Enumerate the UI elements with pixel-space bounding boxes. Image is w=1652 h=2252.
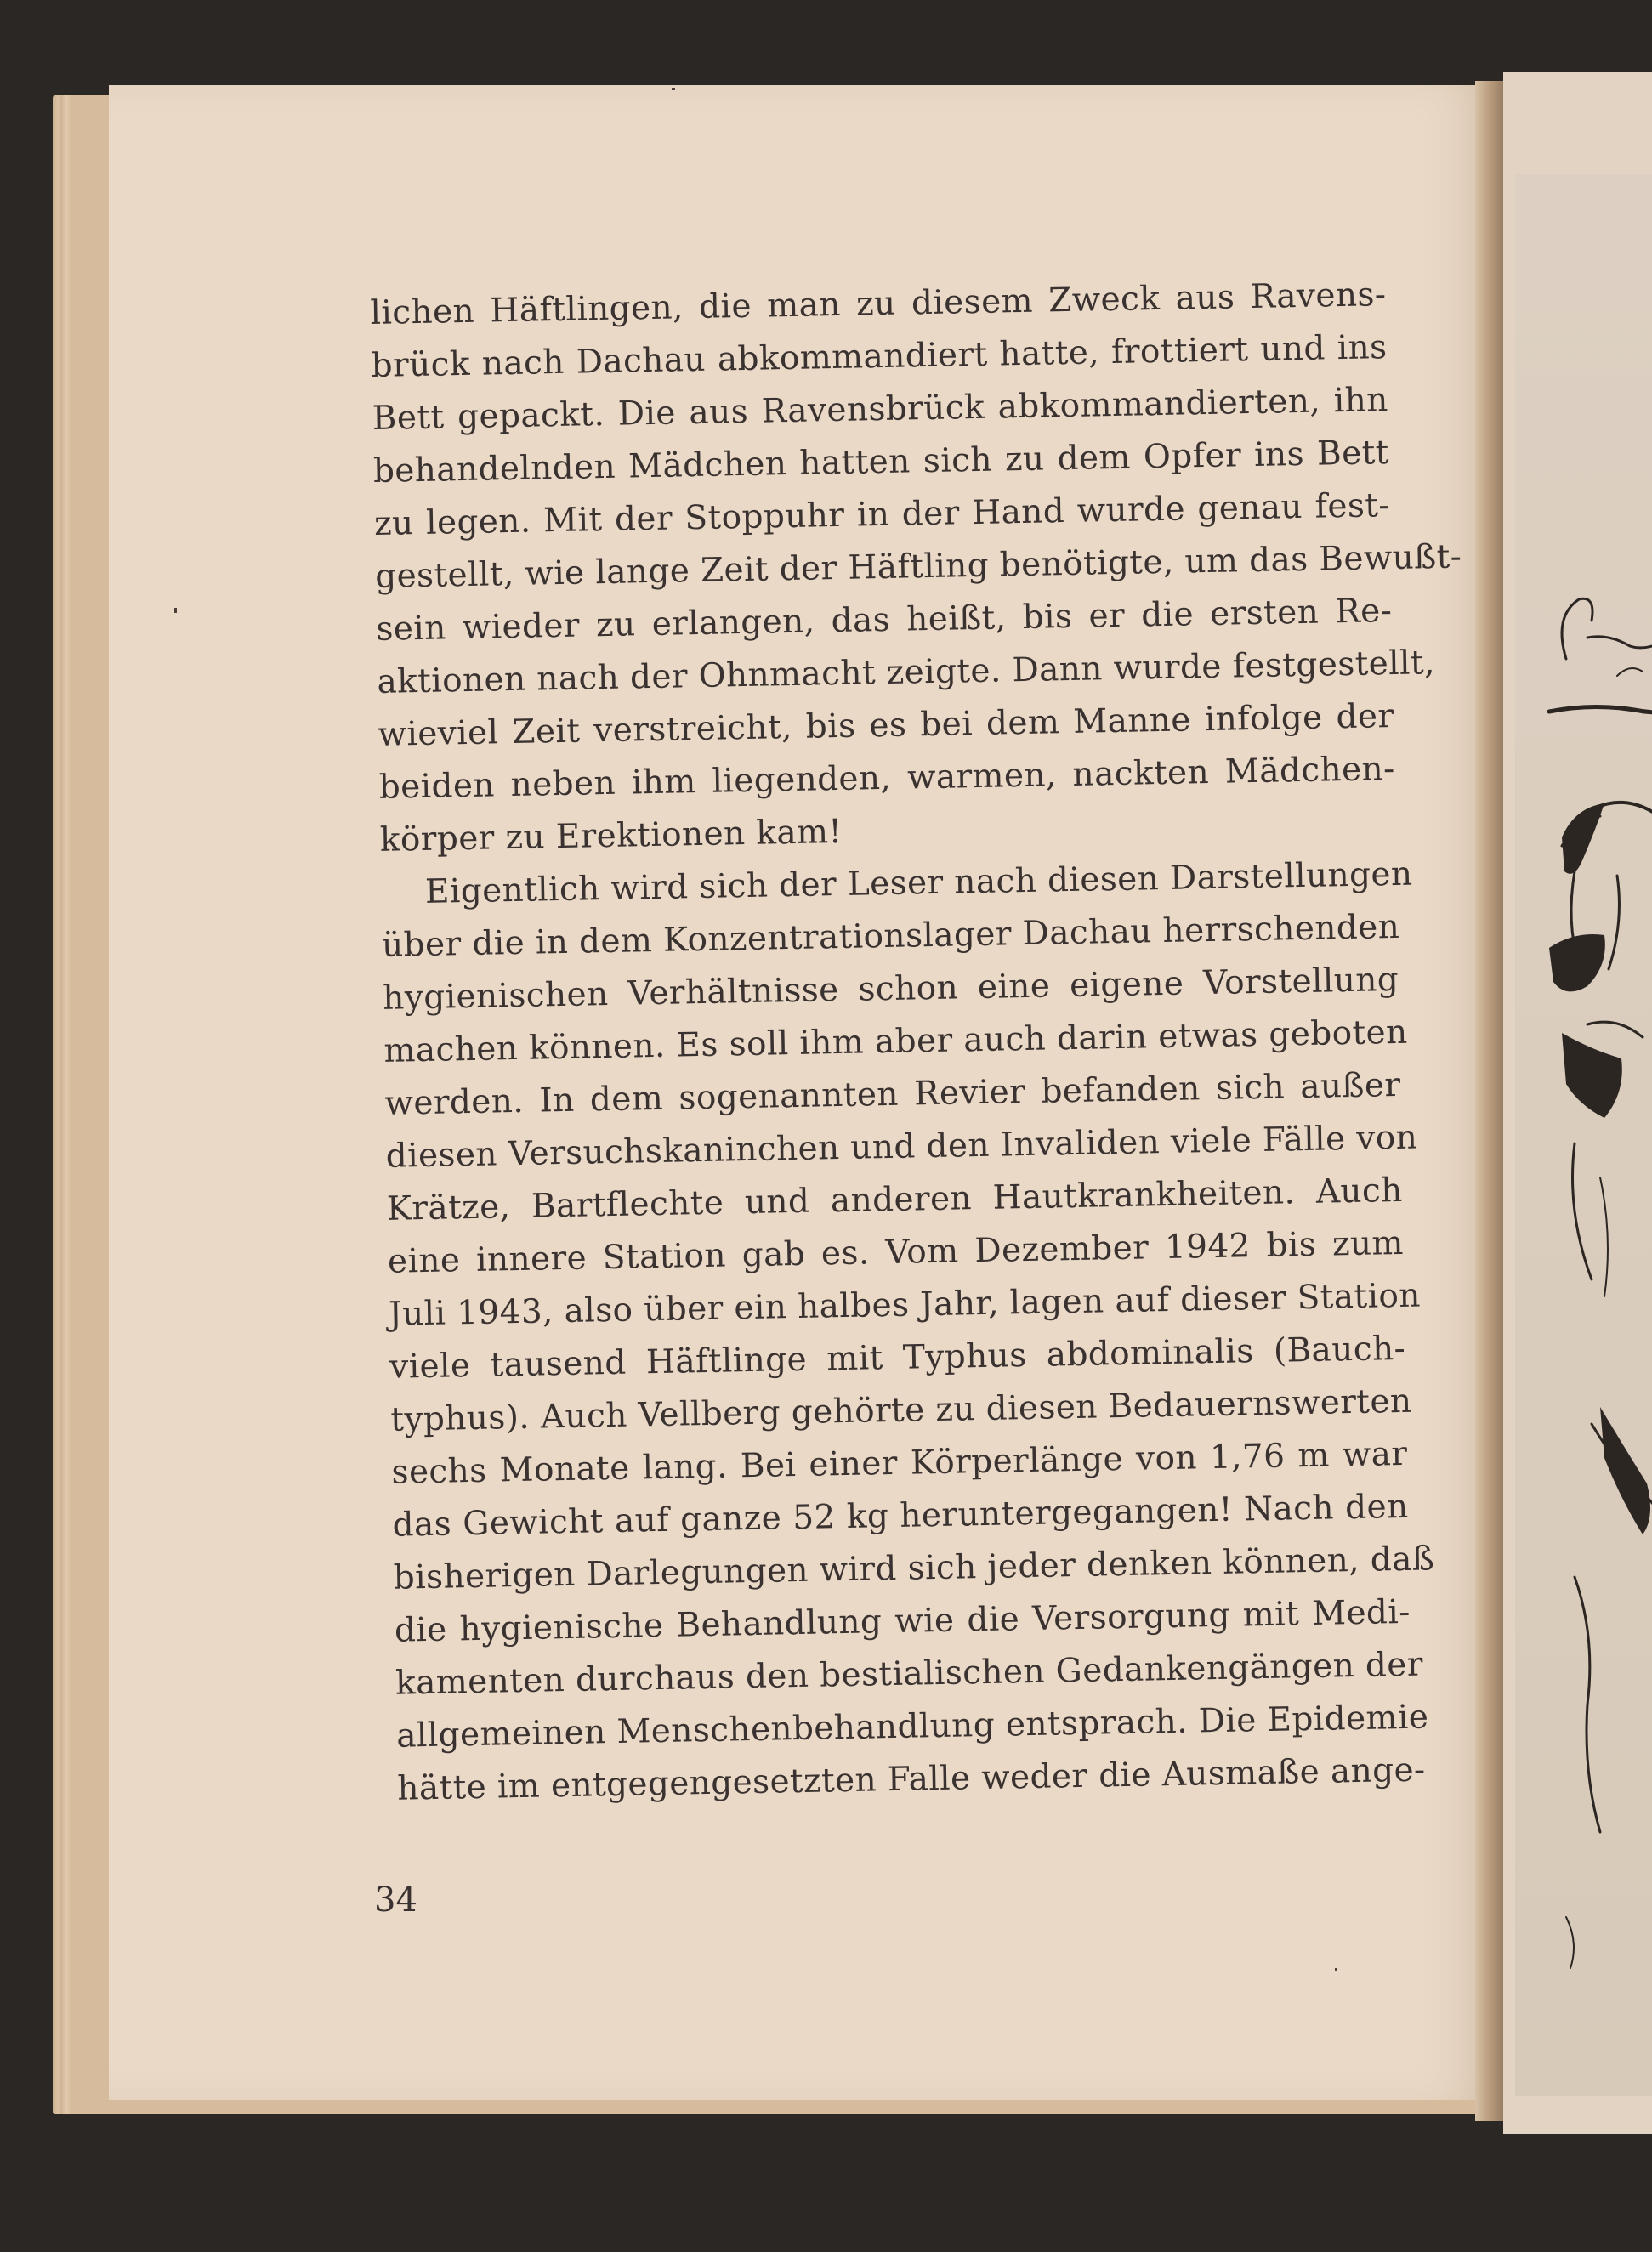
text-line: aktionen nach der Ohnmacht zeigte. Dann wurde festgestellt, xyxy=(377,644,1436,701)
paper-speck xyxy=(1335,1968,1337,1971)
text-line: hygienischen Verhältnisse schon eine eigene Vorstellung xyxy=(382,960,1399,1018)
text-line: brück nach Dachau abkommandiert hatte, frottiert und ins xyxy=(371,328,1388,385)
text-line: Krätze, Bartflechte und anderen Hautkrankheiten. Auch xyxy=(386,1171,1404,1228)
text-line: die hygienische Behandlung wie die Versorgung mit Medi- xyxy=(394,1592,1411,1650)
text-line: werden. In dem sogenannten Revier befanden sich außer xyxy=(384,1065,1401,1123)
text-line: das Gewicht auf ganze 52 kg heruntergegangen! Nach den xyxy=(392,1487,1409,1545)
page-number: 34 xyxy=(374,1880,417,1920)
text-line: machen können. Es soll ihm aber auch darin etwas geboten xyxy=(383,1013,1408,1070)
illustration-plate xyxy=(1515,174,1652,2096)
text-line: diesen Versuchskaninchen und den Invaliden viele Fälle von xyxy=(385,1118,1418,1176)
text-line: lichen Häftlingen, die man zu diesem Zweck aus Ravens- xyxy=(370,275,1387,332)
text-line: bisherigen Darlegungen wird sich jeder denken können, daß xyxy=(393,1540,1435,1597)
text-line: Bett gepackt. Die aus Ravensbrück abkommandierten, ihn xyxy=(372,381,1389,438)
text-line: wieviel Zeit verstreicht, bis es bei dem Manne infolge der xyxy=(378,697,1394,754)
text-line: gestellt, wie lange Zeit der Häftling benötigte, um das Bewußt- xyxy=(374,537,1462,596)
paper-speck xyxy=(174,608,177,613)
text-line: behandelnden Mädchen hatten sich zu dem Opfer ins Bett xyxy=(372,434,1390,491)
text-line: beiden neben ihm liegenden, warmen, nackten Mädchen- xyxy=(378,750,1395,807)
text-line: kamenten durchaus den bestialischen Gedankengängen der xyxy=(395,1645,1424,1703)
text-line: zu legen. Mit der Stoppuhr in der Hand wurde genau fest- xyxy=(373,486,1391,543)
text-line: hätte im entgegengesetzten Falle weder die Ausmaße ange- xyxy=(396,1750,1426,1808)
paper-speck xyxy=(672,88,675,90)
text-line: eine innere Station gab es. Vom Dezember 1942 bis zum xyxy=(387,1223,1405,1281)
text-line: über die in dem Konzentrationslager Dachau herrschenden xyxy=(381,907,1400,965)
text-line: Juli 1943, also über ein halbes Jahr, lagen auf dieser Station xyxy=(388,1276,1422,1334)
text-line: sechs Monate lang. Bei einer Körperlänge von 1,76 m war xyxy=(391,1434,1408,1492)
text-line: viele tausend Häftlinge mit Typhus abdominalis (Bauch- xyxy=(389,1329,1406,1387)
text-line: sein wieder zu erlangen, das heißt, bis er die ersten Re- xyxy=(375,592,1393,649)
text-line: körper zu Erektionen kam! xyxy=(379,812,843,859)
sketch-illustration xyxy=(1515,174,1652,2096)
body-text xyxy=(370,269,1462,1816)
text-line: typhus). Auch Vellberg gehörte zu diesen Bedauernswerten xyxy=(390,1381,1412,1439)
text-line: allgemeinen Menschenbehandlung entsprach. Die Epidemie xyxy=(395,1698,1429,1756)
text-line: Eigentlich wird sich der Leser nach diesen Darstellungen xyxy=(424,854,1413,911)
